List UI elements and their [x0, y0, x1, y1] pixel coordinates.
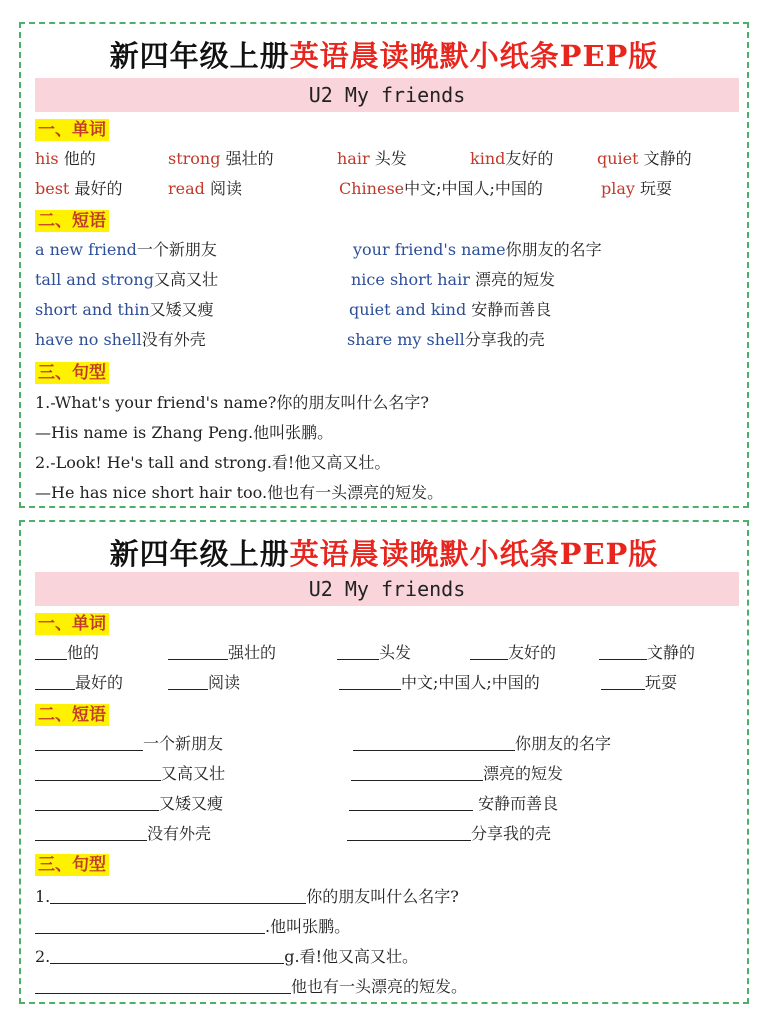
section-words-label: 一、单词: [35, 613, 109, 635]
sentence-line: 1.-What's your friend's name?你的朋友叫什么名字?: [35, 393, 429, 412]
sentence-cn: 你的朋友叫什么名字?: [306, 887, 459, 906]
phrase-item: [35, 297, 214, 323]
phrase-item: [349, 297, 551, 323]
phrase-cn: 安静而善良: [471, 300, 552, 319]
phrase-row-3: [21, 297, 747, 323]
word-row-2: [21, 176, 747, 202]
title-grade: 新四年级上册: [109, 537, 290, 571]
phrase-item: [35, 237, 217, 263]
sentence-cn: .他叫张鹏。: [265, 917, 351, 936]
phrase-cn: 又高又壮: [153, 270, 218, 289]
blank-phrase-row-4: [21, 821, 747, 847]
answer-blank[interactable]: [601, 671, 645, 690]
phrase-cn: 没有外壳: [141, 330, 206, 349]
blank-phrase-row-1: [21, 731, 747, 757]
section-sentences-label: 三、句型: [35, 362, 109, 384]
answer-blank[interactable]: [35, 822, 147, 841]
word-en: Chinese: [339, 179, 405, 198]
phrase-row-4: [21, 327, 747, 353]
word-blank-item: [337, 640, 411, 666]
phrase-row-2: [21, 267, 747, 293]
word-en: quiet: [597, 149, 639, 168]
phrase-en: nice short hair: [351, 270, 470, 289]
word-en: read: [168, 179, 205, 198]
answer-blank[interactable]: [353, 732, 515, 751]
sentence-line: —He has nice short hair too.他也有一头漂亮的短发。: [35, 483, 444, 502]
word-cn: 头发: [374, 149, 407, 168]
word-en: kind: [470, 149, 506, 168]
sentence-cn: 他也有一头漂亮的短发。: [291, 977, 468, 996]
title-subject: 英语晨读晚默小纸条PEP版: [289, 537, 659, 571]
phrase-blank-item: [35, 821, 211, 847]
word-cn: 友好的: [505, 149, 554, 168]
word-item: [601, 176, 672, 202]
title-grade: 新四年级上册: [109, 39, 290, 73]
phrase-cn: 安静而善良: [478, 794, 559, 813]
word-en: play: [601, 179, 635, 198]
answer-blank[interactable]: [35, 671, 75, 690]
phrase-en: a new friend: [35, 240, 137, 259]
word-item: [168, 146, 274, 172]
blank-word-row-2: [21, 670, 747, 696]
word-blank-item: [339, 670, 540, 696]
phrase-cn: 一个新朋友: [136, 240, 217, 259]
sentence-line: —His name is Zhang Peng.他叫张鹏。: [35, 423, 334, 442]
word-cn: 中文;中国人;中国的: [404, 179, 543, 198]
phrase-blank-item: [35, 731, 223, 757]
answer-blank[interactable]: [470, 641, 508, 660]
section-phrases-label: 二、短语: [35, 704, 109, 726]
answer-blank[interactable]: [35, 915, 265, 934]
answer-blank[interactable]: [337, 641, 379, 660]
word-en: his: [35, 149, 59, 168]
answer-blank[interactable]: [35, 792, 159, 811]
word-item: [168, 176, 242, 202]
phrase-blank-item: [351, 761, 563, 787]
answer-blank[interactable]: [50, 885, 306, 904]
answer-blank[interactable]: [347, 822, 471, 841]
word-cn: 最好的: [74, 179, 123, 198]
word-cn: 友好的: [508, 643, 557, 662]
word-item: [339, 176, 543, 202]
phrase-cn: 你朋友的名字: [515, 734, 612, 753]
sentence-blank-line: [35, 944, 418, 970]
phrase-blank-item: [353, 731, 611, 757]
vocab-card-answers: [19, 22, 749, 508]
phrase-en: your friend's name: [353, 240, 506, 259]
phrase-item: [351, 267, 555, 293]
answer-blank[interactable]: [168, 641, 228, 660]
word-blank-item: [601, 670, 677, 696]
card-title: [21, 34, 747, 75]
sentence-blank-line: [35, 884, 459, 910]
word-blank-item: [470, 640, 556, 666]
phrase-blank-item: [35, 791, 223, 817]
word-cn: 文静的: [643, 149, 692, 168]
word-row-1: [21, 146, 747, 172]
section-sentences-label: 三、句型: [35, 854, 109, 876]
word-cn: 他的: [67, 643, 100, 662]
phrase-cn: 你朋友的名字: [505, 240, 602, 259]
word-blank-item: [35, 670, 123, 696]
phrase-blank-item: [349, 791, 558, 817]
title-subject: 英语晨读晚默小纸条PEP版: [289, 39, 659, 73]
answer-blank[interactable]: [351, 762, 483, 781]
word-blank-item: [168, 670, 240, 696]
sentence-blank-line: [35, 914, 350, 940]
blank-phrase-row-2: [21, 761, 747, 787]
answer-blank[interactable]: [168, 671, 208, 690]
unit-header: U2 My friends: [35, 572, 739, 606]
unit-header: U2 My friends: [35, 78, 739, 112]
phrase-cn: 又矮又瘦: [149, 300, 214, 319]
answer-blank[interactable]: [339, 671, 401, 690]
phrase-blank-item: [347, 821, 551, 847]
word-item: [470, 146, 553, 172]
answer-blank[interactable]: [35, 762, 161, 781]
phrase-en: share my shell: [347, 330, 465, 349]
phrase-en: tall and strong: [35, 270, 154, 289]
sentence-line: 2.-Look! He's tall and strong.看!他又高又壮。: [35, 453, 391, 472]
phrase-blank-item: [35, 761, 225, 787]
sentence-number: 1.: [35, 887, 51, 906]
blank-phrase-row-3: [21, 791, 747, 817]
word-blank-item: [168, 640, 276, 666]
word-blank-item: [599, 640, 695, 666]
phrase-cn: 又高又壮: [161, 764, 226, 783]
phrase-item: [35, 327, 206, 353]
word-cn: 他的: [63, 149, 96, 168]
word-cn: 强壮的: [225, 149, 274, 168]
word-item: [597, 146, 692, 172]
sentence-cn: g.看!他又高又壮。: [284, 947, 419, 966]
word-en: best: [35, 179, 70, 198]
sentence-number: 2.: [35, 947, 51, 966]
answer-blank[interactable]: [35, 975, 291, 994]
card-title: [21, 532, 747, 573]
phrase-en: quiet and kind: [349, 300, 467, 319]
section-phrases-label: 二、短语: [35, 210, 109, 232]
phrase-cn: 分享我的壳: [464, 330, 545, 349]
word-cn: 头发: [379, 643, 412, 662]
word-en: strong: [168, 149, 221, 168]
word-cn: 阅读: [210, 179, 243, 198]
phrase-cn: 一个新朋友: [143, 734, 224, 753]
phrase-item: [347, 327, 545, 353]
section-words-label: 一、单词: [35, 119, 109, 141]
word-cn: 玩耍: [645, 673, 678, 692]
word-blank-item: [35, 640, 99, 666]
vocab-card-blanks: [19, 520, 749, 1004]
phrase-en: short and thin: [35, 300, 150, 319]
answer-blank[interactable]: [349, 792, 473, 811]
word-cn: 强壮的: [228, 643, 277, 662]
word-cn: 阅读: [208, 673, 241, 692]
phrase-item: [353, 237, 602, 263]
phrase-cn: 漂亮的短发: [474, 270, 555, 289]
word-cn: 文静的: [647, 643, 696, 662]
word-item: [35, 176, 122, 202]
answer-blank[interactable]: [50, 945, 284, 964]
phrase-cn: 分享我的壳: [471, 824, 552, 843]
phrase-en: have no shell: [35, 330, 142, 349]
blank-word-row-1: [21, 640, 747, 666]
answer-blank[interactable]: [35, 732, 143, 751]
word-cn: 中文;中国人;中国的: [401, 673, 540, 692]
phrase-cn: 没有外壳: [147, 824, 212, 843]
phrase-cn: 漂亮的短发: [483, 764, 564, 783]
word-item: [337, 146, 407, 172]
answer-blank[interactable]: [35, 641, 67, 660]
word-en: hair: [337, 149, 370, 168]
word-cn: 最好的: [75, 673, 124, 692]
phrase-row-1: [21, 237, 747, 263]
word-cn: 玩耍: [640, 179, 673, 198]
phrase-item: [35, 267, 218, 293]
word-item: [35, 146, 96, 172]
phrase-cn: 又矮又瘦: [159, 794, 224, 813]
sentence-blank-line: [35, 974, 467, 1000]
answer-blank[interactable]: [599, 641, 647, 660]
